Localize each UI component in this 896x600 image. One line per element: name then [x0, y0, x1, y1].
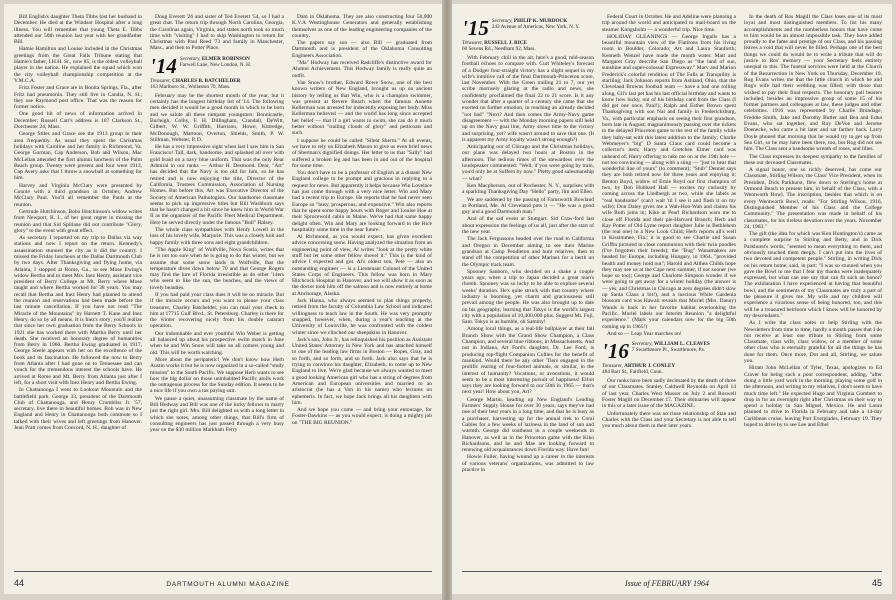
right-page: [452, 4, 892, 594]
column-paragraph: The papers say son — also Bill — graduated from Dartmouth and is president of the Oklahoma Consulting Engineers Association.: [292, 40, 432, 59]
right-page-footer: [462, 571, 882, 588]
column-paragraph: Unfortunately there was no close relationship of Stan and Charles with the Class and your Secretary is not able to tell you much about them in their later years.: [602, 410, 736, 430]
column-paragraph: George Martin, heading up New England's Leading Farmers' Supply House for over 30 years, says they've had one of their best years in a long time, and that he is busy as a purchaser, harvesting up for the annual trek to Coral Gables for a few weeks of laziness in the land of sun and warmth. George did southeast in a couple weekends in Hanover, as well as in the Princeton game with the Kiko Richardsons, and he and Mae are looking forward to renewing old acquaintances down Florida way. Have fun!: [462, 396, 594, 454]
class-numeral: '15: [462, 16, 489, 40]
column-paragraph: More about the peripatetic! We don't know how Herb Austin works it but he is now organized in a so-called "study mission" to the South Pacific. We suppose Herb wants to see how the big dollar on those uninhabited Pacific atolls work the outrageous process for the Sunday edition. It seems to be a nice life if you own a tax paying suit.: [150, 356, 284, 395]
column-paragraph: Doug Everett '26 and sister of Ted Everett '54, so I had a great chat. The return trip through North Carolina, Georgia, the Carolinas again, Virginia, and states north took so much time with "visiting" I had to skip Washington to return for Christmas with Paul Reed '73 and family in Manchester, Mass., and then to Potter Place.: [150, 14, 284, 52]
secretary-name: ELMER ROBINSON: [201, 55, 250, 62]
class-1915-treasurer: [462, 40, 594, 52]
column-paragraph: Howie Fuller, having wound up a career in the interests of various veterans' organizations, was admitted to law practice in: [462, 454, 594, 473]
treasurer-label: Treasurer,: [150, 77, 171, 84]
column-paragraph: We pause a quiet, unassuming classmate by the name of Bill Hodway and Bill was one of the lucky fellows to marry just the right girl. Mrs. Bill delighted us with a long letter in which she notes, among other things, that Bill's firm of consulting engineers has just passed through a very busy year on the $30 million Markham Ferry: [150, 395, 284, 434]
column-paragraph: Hamie Hamilton and Louise included in the Christmas greetings from the Great Falls Tribune stating that Hamie's father, I.H.H. Sr., now 85, is the oldest volleyball player in the nation. He explained the squad which won the city volleyball championship competition at the Y.M.C.A.: [14, 46, 142, 84]
column-paragraph: The Jack Fergussons headed over the road to California and Oregon in December aiming to see their Marine grandson at Camp Pendleton and hunt relatives, then to stand off the competition of other Marines for a berth on the Olympic track team.: [462, 236, 594, 268]
class-numeral: '16: [602, 339, 629, 364]
right-column-3: [744, 14, 882, 554]
column-paragraph: Federal Court in October. He and Adeline were planning a trip around the world and anticipated to mail-board on the steamer Kongsholm — a wonderful trip. Nice time.: [602, 14, 736, 33]
binding-gutter: [442, 0, 452, 600]
column-paragraph: A signal honor, one so richly deserved, has come our Classmate, Stirling Wilson, the Class' Vice President, when its President, Dick Parkhurst, flew down to Sterling's home at Ormond Beach to present him, in behalf of the Class, with a Wentworth Bowl. The inscription, besides that which is on every Wentworth Bowl, reads: "For Stirling Wilson, 1916, Distinguished Member of his Class and the College Community." The presentation was made in behalf of his classmates, for his tireless devotion over the years. November 24, 1963.": [744, 167, 882, 230]
column-paragraph: Bill English's daughter Theta Tibbs lost her husband in December. He died at the Windsor Hospital after a long illness. You will remember that young Theta E. Tibbs attended our 50th reunion last year with her grandfather Bill.: [14, 14, 142, 46]
column-paragraph: You don't have to be a professor of English at a distant New England college to be prompt and gracious in replying to a request for news. But apparently it helps because Win Lovelace has just come through with a very nice letter. Win and Mary had a recent trip to Europe. He reports that he had never seen Europe so "busy, prosperous, and expensive." Win also reports that he spent some happy hours with Roger and Louise Hoe at their Sprucewold cabin in Maine. We've had that same happy delight often. Win and Mary are looking forward to the Rice hospitality some time in the near future.: [292, 170, 432, 233]
page-number: 44: [14, 578, 25, 588]
column-paragraph: In the death of Ros Magill the Class loses one of its most loyal and most distinguished members. To list his many accomplishments and the numberless honors that have come to him would be an almost impossible task. They have added proudly to the fame and prestige of our Class, and his passing leaves a void that will never be filled. Perhaps one of the best things we could do would be to write a tribute that will do justice to Ros' memory — your Secretary feels entirely unequal to this. The funeral services were held at the Church of the Resurrection in New York on Thursday, December 19. Rog Evans writes me that the little church in which he and Rog's wife had their wedding was filled; with those that wished to pay their final respects. The honorary pall bearers included, besides an impressive group of some 15 of his former partners and colleagues at law, these judges and other celebrities. 1916 was represented by Charlie Brundage, Freddie Smith, Jake and Dorothy Butler and Bea and Edna Evans, who sat together, and Roy DeVoe and Jerome Doenecke, who came a bit later and sat farther back. Larry Doyle phoned that morning that he would try to get up from Sea Girt, so he may have been there, too, but Rog did not see him. The Class sent a handsome wreath of roses, and lilies.: [744, 14, 882, 153]
secretary-label: Secretary,: [631, 341, 653, 348]
column-paragraph: Van Snow's brother, Edward Rowe Snow, one of the best known writers of New England, brought us up on ancient history by telling us that Win, who is a champion swimmer, was present at Revere Beach when the famous Annette Kellerman was arrested for indecently exposing her body. Miss Kellerman believed — and the world has long since accepted her belief — that if a girl wants to swim, she can do it much better without "trailing clouds of glory" and petticoats and such.: [292, 79, 432, 137]
treasurer-name: CHARLES B. BATCHELDER: [172, 77, 241, 84]
treasurer-address: 60 Sevens Rd., Needham 92, Mass.: [462, 46, 536, 52]
treasurer-name: RUSSELL J. RICE: [484, 40, 527, 46]
column-paragraph: In Chattanooga I went to Lookout Mountain and the battlefield park. George 33, president of the Dartmouth Club of Chattanooga, and Henry Crumbliss Jr. '57, secretary, live there in beautiful homes. Bob was in New England and Henry in Chattanooga both commute so I talked with their wives and left greetings from Hanover. Jean Pratt comes from Concord, N. H., daughter of: [14, 387, 142, 431]
class-1914-header: [150, 53, 284, 78]
column-paragraph: The gift (the idea for which was Ken Huntington's) came as a complete surprise to Stirling and Betty, and in Dick Parkhurst's words, "seemed to mean everything to them, and obviously touched them deeply. I can't put into the lives of two devoted and competent people." Stirling, in writing Dick on his return home, said, in part: "I was so stunned when you gave the Bowl to me that I fear my thanks were inadequately expressed, but what can one say that can fit such an honor? The exhilaration I have experienced at having that beautiful bowl, and the sentiments of my Classmates are truly a part of the pleasure it gives me. My wife and my children will experience a vicarious sense of being honored, too, and this will be a treasured heirloom which I know will be honored by my descendants.": [744, 231, 882, 319]
column-paragraph: "Ma" Hodway has received Radcliffe's distinctive award for Alumni Achievement. This Hodway family is really quite an outfit.: [292, 60, 432, 79]
column-paragraph: The Class expresses its deepest sympathy to the families of these our deceased Classmates.: [744, 153, 882, 166]
secretary-name: WILLIAM L. CLEAVES: [653, 341, 710, 348]
secretary-name: PHILIP K. MURDOCK: [513, 18, 568, 24]
column-paragraph: I suppose he could be called "Silent Sherm." At all events, we have to rely on Elizabeth Mason to give us even brief news of Sherman's dignified doings. Her letter to us that "Sally" had suffered a broken leg and has been in and out of the hospital for some time.: [292, 137, 432, 169]
treasurer-name: ARTHUR J. CONLEY: [624, 363, 676, 370]
column-paragraph: Anticipating our of Chicago and the Christmas holidays, our plane was delayed two hours at Boston in the afternoon. The tedious times of the stewardess over the loudspeaker commented: "Well, if you were going by train, you'd only be at Suffern by now." Pretty good salesmanship — what?: [462, 144, 594, 182]
left-column-3: [292, 14, 432, 554]
treasurer-address: 484 Barr St., Fairfield, Conn.: [602, 369, 663, 376]
treasurer-label: Treasurer,: [602, 363, 623, 370]
column-paragraph: Our ranks have been sadly decimated by the death of three of our Classmates. Stanley Caldwell Reynolds on April 14 of last year, Charles West Musser on July 2 and Roswell Foster Magill on December 17. Their obituaries will appear in this or a later issue of the MAGAZINE.: [602, 378, 736, 410]
column-paragraph: If you had paid your class dues it will be no miracle. But if the miracle occurs and you want to please your class treasurer, Charley Batchelder, you can mail your check to him at 17715 Gulf Blvd., St. Petersburg. Charley is there for the winter recovering nicely from his double cataract operation.: [150, 291, 284, 330]
left-column-1: [14, 14, 142, 554]
column-paragraph: Our indomitable and ever youthful Win Weber is getting all balanced up about his prospective swim match in June when he and Win Snow will take on all comers young and old. This will be worth watching.: [150, 330, 284, 356]
column-paragraph: As secretary I reported on my trip to Dallas via way stations and now I report on the return. Kennedy's assassination stunned the city as it did the country. I missed the Friday luncheon at the Dallas Dartmouth Club by two days. After Thanksgiving and flying home, via Atlanta, I stopped at Rome, Ga., to see Mose Ewing's widow Bertha and to meet Mrs. Inez Henry, assistant vice president of Berry College at Mt. Berry where Mose taught and where Bertha worked for 38 years. You may recall that Bertha and Inez Henry had planned to attend the reunion and reservations had been made before the last minute cancellation. If you have not read "The Miracle of the Mountains" by Harnett T. Kane and Inez Henry, do so by all means. It is Inez's story; you'll realize that since her own graduation from the Berry Schools in 1921 she has worked there with Martha Berry until her death. She received an honorary degree of humanities from Berry in 1960. Bertha Ewing graduated in 1917, George Steele appears with her on the excellence of the book and its fascination. He followed the now to Berry from Atlanta after I had gone on to Tennessee and can vouch for the tremendous interest the schools have. He arrived at Rome and Mt. Berry from Atlanta just after I left, for a short visit with Inez Henry and Bertha Ewing.: [14, 235, 142, 386]
column-paragraph: Hiram John McLellan of Tyler, Texas, apologizes to Ed Craver for being such a poor correspondent, adding, "after doing a little yard work in the morning, playing some golf in the afternoon, and writing to my relatives, I don't seem to have much time left." He expected Hugo and Virginia Gumbert to drop in for an overnight right after Christmas on their way to spend a holiday in San Miguel, Mexico. He and Laura planned to drive to Florida in February and take a 14-day Caribbean cruise, leaving Port Everglades, February 19. They hoped to drive by to see Lee and Ethel: [744, 365, 882, 428]
column-paragraph: Ken Macpherson, out of Rochester, N. Y., surprises with a sparkling Thanksgiving Day "Hello" party, Jim and Ellen.: [462, 182, 594, 196]
secretary-address: 243 Avenue of Americas, New York, N. Y.: [491, 24, 580, 30]
secretary-label: Secretary,: [491, 18, 513, 24]
column-paragraph: Fritz Foster and Grace are in Bonita Springs, Fla., after Fritz had pneumonia. They still live in Candia, N. H.; they use Raymond post office. That was the reason for former notice.: [14, 85, 142, 111]
class-1914-treasurer: [150, 78, 284, 90]
column-paragraph: Dam in Oklahoma. They are also constructing four 50,000 K.V.A Westinghouse Generators and generally establishing themselves as one of the leading engineering companies of the country.: [292, 14, 432, 39]
left-page: [4, 4, 442, 594]
treasurer-address: 163 Marlboro St., Wollaston 70, Mass.: [150, 83, 231, 90]
column-paragraph: Among local things, as a real-life ballplayer at their fall Branch Show with the Grand Show Champion, a Class Champion, and several blue ribbons, in Massachusetts. And out in Indiana, Art Ford's daughter, Dr. Lee Ford, is producing top-flight Companion Collies for the benefit of mankind. Would there be any other 'Tiers engaged in the prolific rearing of four-footed animals, or similar, in the interest of humanity? Vocations, or avocations, it would seem to be a most interesting pursuit of happiness! Elliot says they are looking forward to our 50th in 1965 — that's next year! How about you, Art?: [462, 326, 594, 396]
column-paragraph: And we hope you come — and bring your entourage, for Foster-Dawkins — as you would expect, is doing a mighty job on "THE BIG REUNION.": [292, 407, 432, 426]
column-paragraph: Gertrude Hutchinson, Bobo Hutchinson's widow writes from Newport, R. I., of her great regret in missing the reunion and that Sid Spillane did not contribute "Glory, glory" to the event with great effect.: [14, 208, 142, 234]
column-paragraph: We are saddened by the passing of Farnsworth Bowland at Portland, Me. Al Cleveland puts it — "He was a good guy and a good Dartmouth man.": [462, 196, 594, 216]
column-paragraph: He has a very impressive sight when last I saw him in San Francisco! Tall, dark, handsome, and splashed all over with gold braid on a navy blue uniform. That was the only Rear Admiral in our ranks — Arthur H. Desmond. Dear, "Art" has decided that the Navy is too old for him, so he has retired and is now enjoying the title, Director of the California, Trustees Commission, Association of Nursing Homes. But before this, Art was Executive Director of the Society of American Pathologists. Our handsome classmate seems to pick up impressive titles but Bill Washburn says that he hasn't changed a bit since he knew him in World War II as the organizer of the Pacific Fleet Medical Department. Here he served directly under the famous "Bull" Halsey.: [150, 144, 284, 226]
class-1916-treasurer: [602, 363, 736, 375]
class-numeral: '14: [150, 53, 177, 78]
treasurer-label: Treasurer,: [462, 40, 483, 46]
column-paragraph: February may be the shortest month of the year, but it certainly has the longest birthday list of '14. The following men decided it would be a good month in which to be born and we salute all these rampant youngsters: Bonnicastle, Burleigh, Colby, F. H. Dillingham, Crandall, DeWitt, Gilbert, W. W. Griffith, Harrison, Howe, Kittredge, McDonough, Mattoon, Overton, Shields, Smith, P. W. Stillman, Webster, P. D.: [150, 92, 284, 143]
class-1915-header: [462, 18, 594, 38]
right-column-2: [602, 14, 736, 554]
column-paragraph: The whole class sympathizes with Henry Lowell in the loss of his lovely wife, Marjorie. This was a closely knit and happy family with three sons and eight grandchildren.: [150, 227, 284, 246]
column-paragraph: With February chill in the air, here's a good, mid-season football echoes to compare with. Curt Whiteley's forecast of a Dodger four-straight victory has a slight sequel in my wife's intuitive call of the final Dartmouth-Princeton score, last November. With the Green trailing 21 to 7, our yet scribe mornsely glaring at the radio and news, she confidently proclaimed the final 22 to 21 score. Is it any wonder that after a quarter of a century she came that she exerted no further emotion, in reaching an already decided "not bad" "Next? And then comes the Army-Navy game disagreement — with the Monday morning papers still held up on the Navy goal line, Army slows time to the victory and surprising, yet? wife wasn't around to save that one. (It is apparent my Army loyalty wasn't strong enough?): [462, 55, 594, 143]
column-paragraph: One good bit of news of information arrived in December; Russell Carr's address is 187 Clarkson St., Dorchester 24, Mass.: [14, 111, 142, 131]
column-paragraph: Al Richmond, as you would expect, has given excellent advice concerning snow. Having analyzed the situation from an engineering point of view, Al writes "look at the pretty white stuff but let some other fellow shovel it." This is the kind of advice I expected and got. Al's oldest son, Pete — also an outstanding engineer — is a Lieutenant Colonel of the United States Corps of Engineers. This fellow was born in Mary Hitchcock Hospital in Hanover, and we will show it as soon as the doctor took him off the salmon and is now entirely at home at Anchorage, Alaska.: [292, 234, 432, 297]
left-column-2: [150, 14, 284, 554]
column-paragraph: Jack Hanna, who always seemed to plan things properly, retired from the faculty of Columbia Law School and indicated willingness to teach law in the South. He was very promptly snapped, however, when, during a year's teaching at the University of Louisville, he was confronted with the coldest winter since we clinched our sheepskins in Hanover.: [292, 298, 432, 336]
column-paragraph: Jack's son, John Jr., has relinquished his position as Assistant United States' Attorney in New York and has attached himself to one of the leading law firms in Boston — Ropes, Gray, and so forth, and so forth, and so forth. Jack also says that he is trying to convince his daughter, Elizabeth, to come up to New England to live. We're glad because we always wanted to meet a good looking American girl who has a string of degrees from American and European universities and married to an aristocrat (he has a Von in his name) who lectures on ephemeris. In fact, we hope Jack brings all his daughters with him.: [292, 336, 432, 406]
column-paragraph: As I write the class notes or help Stirling with the Newsletters from time to time, hardly a month passes that I do not receive at least one tribute to Stirling from some Classmate, class wife, class widow, or a member of some other class who is eternally grateful for all the things he has done for them. Once more, Dot and all, Stirling, we salute you.: [744, 320, 882, 365]
secretary-address: Farwell Lane, New London, N. H.: [179, 61, 252, 68]
column-paragraph: Spooney Sanborn, who decided on a shake a couple years ago, when a trip to Japan decided a great man's rhomb. Spooney was so lucky to be able to explore several weeks' duration. He's quite struck with that country where industry is booming, yet charm and graciousness still prevail among the people. He was also brought up to date on his geography, learning that Tokyo is the world's largest city with a population of 10,400,000 plus. Suggest Mt. Fuji, Sam. Tokyo is as humble, oh Sammy!: [462, 268, 594, 326]
column-paragraph: And of the sad event at Stuttgart. Sid Craw-ford last about expression the feelings of us all, just after the start of the new year.: [462, 216, 594, 236]
issue-date: Issue of FEBRUARY 1964: [624, 579, 710, 588]
column-paragraph: George Stiles and Grace see the 1913 group in their area frequently. As usual they spent the Christmas holidays with Caroline and her family in Richmond, Va. George Gorman, Cap Anderson, Bob and Wilson, Mac McLellan attended the first alumni luncheon of the Palm Beach group. Twenty were present and four were 1913, Cap Avery asks that I throw a snowball at something for him.: [14, 131, 142, 182]
column-paragraph: HOLIDAY GLEANINGS — George Ingalls has a beautiful mountain view of the Flatirons from his living room in Boulder, Colorado; Art and Laura Stanforth; Kenneth Wenzel have made the month water. Matt and Margaret Gray describe San Diego as "the land of sun, sunshine and super-colossal Expressway." Marv and Marion Frederick's colorful rendition of The Falls at Tranquility is startling; Jack Johnson reports from Ashland, Ohio, that the Cleveland Browns football team — have a bad one rolling along, Gil's last pet has his last official birthday and wants to know how lucky, out of his birthday card from the Class (I did get one once, Paul!); Ralph and Esther Brown spent Thanksgiving with son Nat and family in Fredericksburg, Va., with particular emphasis on seeing their first grandson, born late in August; magnanimously passing over the tickets to the delayed Princeton game to the rest of the family while they baby-sat with this latest addition to the family; Charlie Webmeyer's "big" D Santa Claus card could become a collector's item; Harry and Gretchen Elmer card was unheard of; Harry offering to take me on at the 19th hole — not too convincing — along with a sting — "just to hear that wonderful line of yours" (to comment); "Stub" Dennet says they are both retired now for three years and enjoying it; Benton Boyd, widow of Ernie Boyd our first champion of two, by Don Hubbard Hall — excites my curiosity by coming across the Lindbergh at two, while she labels as "real handsome" (can't wait 'til I see it and flash it on my wife); Don Daley gives me a Wah-Hoo-Wah and claims his wife Ruth joins in; Kiko at Pearl Richardson warn me to close off Florida and their pie-Harvard Branch; Herb and Kay Potter of Old Lyme report daughter Julie in Bethlehem (the real one) in a New Look Child; Herb reports all's well in Kissimmee, Fla.; it is good to see Charlie and Susan Griffin pictured in close communion with their twin poodles (I've forgotten their breeds); the "Bug" Wanamakers are headed for Europe, including Hungary, in 1964. "provided health and money hold out"; Harold and Althea Childs hope they may see us at the Cape next summer, if not sooner (we hope so too); George and Charlotte Simpson wonder if we were going to get away for a winter holiday (the answer is — yes, and Christmas in Chicago at zero degrees didn't slow up Santa Claus a bit!), and a luscious White Gardenia blossom card was Hawaii reveals that Muriel (Mrs. Danny) Wands is back in her favorite habitat overlooking the Pacific. Muriel labels our Interim Reunion "a delightful experience." (Mark your calendars now for the big 50th coming up in 1965!): [602, 33, 736, 330]
column-paragraph: "The Apple King" of Wolfville, Nova Scotia, writes that he is not too sure when he is going to do this winter, but we assume that some snow lands in Wolfville, that the temperature dives down below 70 and that George Rogers may find the lure of Florida irresistible as do other '14ers who seem to like the sun, the beaches, and the views of lovely beauties.: [150, 246, 284, 291]
magazine-title: DARTMOUTH ALUMNI MAGAZINE: [166, 581, 290, 588]
column-paragraph: Harvey and Virginia McClary were presented by Connie with a third grandson in October, Andrew McClary Paul. You'll all remember the Pauls at the reunion.: [14, 182, 142, 208]
column-paragraph: And so — Leap Year marches on!: [607, 330, 682, 337]
right-column-1: [462, 14, 594, 554]
left-page-footer: [14, 571, 432, 588]
secretary-label: Secretary,: [179, 55, 201, 62]
secretary-address: 7 Swarthmore Pl., Swarthmore, Pa.: [631, 347, 706, 354]
class-1916-header: [602, 339, 736, 364]
page-number: 45: [871, 578, 882, 588]
